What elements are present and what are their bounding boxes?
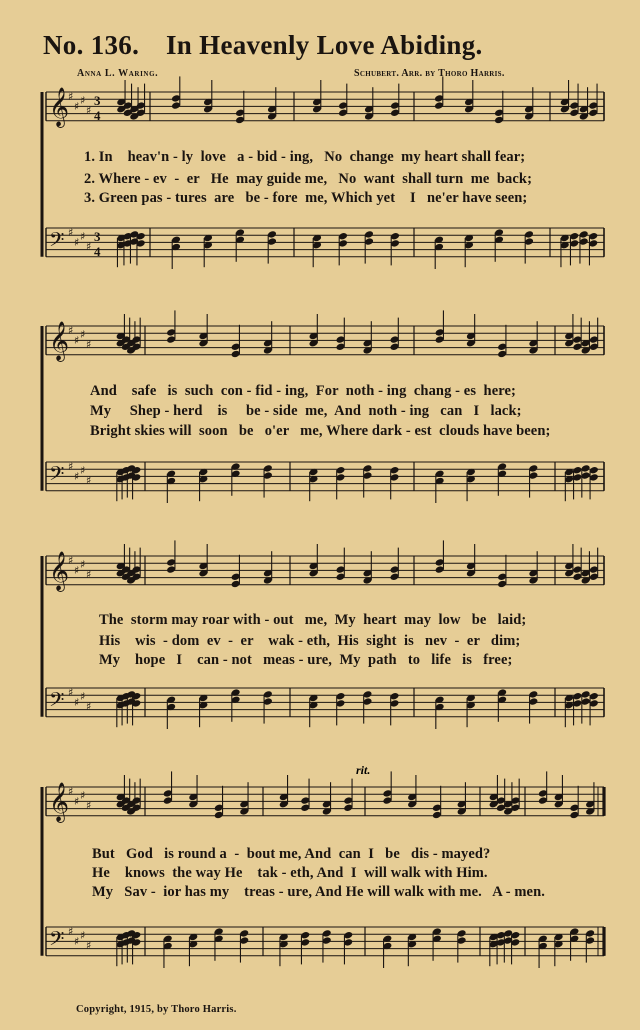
lyric-s1-v2: 2. Where - ev - er He may guide me, No want shall turn me back; bbox=[84, 171, 532, 187]
sharp-icon: ♯ bbox=[68, 460, 74, 473]
lyric-s2-v2: My Shep - herd is be - side me, And noth - ing can I lack; bbox=[90, 403, 522, 419]
sharp-icon: ♯ bbox=[86, 700, 92, 713]
sharp-icon: ♯ bbox=[80, 558, 86, 571]
sharp-icon: ♯ bbox=[86, 338, 92, 351]
time-signature-bottom: 4 bbox=[94, 244, 101, 259]
sharp-icon: ♯ bbox=[86, 474, 92, 487]
lyric-s2-v1: And safe is such con - fid - ing, For noth - ing chang - es here; bbox=[90, 383, 516, 399]
bass-clef-icon: 𝄢 bbox=[49, 462, 65, 490]
sharp-icon: ♯ bbox=[68, 226, 74, 239]
time-signature-top: 3 bbox=[94, 229, 101, 244]
notes bbox=[116, 76, 599, 968]
sharp-icon: ♯ bbox=[86, 104, 92, 117]
bass-clef-icon: 𝄢 bbox=[49, 688, 65, 716]
treble-clef-icon: 𝄞 bbox=[49, 551, 70, 591]
lyric-s4-v1: But God is round a - bout me, And can I be dis - mayed? bbox=[92, 846, 491, 862]
sharp-icon: ♯ bbox=[86, 799, 92, 812]
lyric-s3-v2: His wis - dom ev - er wak - eth, His sight is nev - er dim; bbox=[99, 633, 521, 649]
sharp-icon: ♯ bbox=[80, 690, 86, 703]
treble-clef-icon: 𝄞 bbox=[49, 782, 70, 822]
lyric-s1-v3: 3. Green pas - tures are be - fore me, Which yet I ne'er have seen; bbox=[84, 190, 528, 206]
sharp-icon: ♯ bbox=[80, 328, 86, 341]
sharp-icon: ♯ bbox=[80, 230, 86, 243]
staff-lines bbox=[42, 87, 604, 956]
sharp-icon: ♯ bbox=[68, 554, 74, 567]
sharp-icon: ♯ bbox=[86, 568, 92, 581]
time-signature-bottom: 4 bbox=[94, 108, 101, 123]
sharp-icon: ♯ bbox=[74, 100, 80, 113]
sharp-icon: ♯ bbox=[68, 785, 74, 798]
hymn-number: No. 136. bbox=[43, 30, 140, 60]
sharp-icon: ♯ bbox=[68, 324, 74, 337]
sharp-icon: ♯ bbox=[74, 236, 80, 249]
sharp-icon: ♯ bbox=[86, 240, 92, 253]
sharp-icon: ♯ bbox=[80, 929, 86, 942]
sharp-icon: ♯ bbox=[80, 789, 86, 802]
ritardando-mark: rit. bbox=[356, 763, 371, 777]
sharp-icon: ♯ bbox=[74, 935, 80, 948]
sharp-icon: ♯ bbox=[68, 686, 74, 699]
sharp-icon: ♯ bbox=[74, 470, 80, 483]
lyric-s3-v3: My hope I can - not meas - ure, My path to life is free; bbox=[99, 652, 513, 668]
bass-clef-icon: 𝄢 bbox=[49, 228, 65, 256]
bass-clef-icon: 𝄢 bbox=[49, 927, 65, 955]
hymn-title: In Heavenly Love Abiding. bbox=[166, 30, 483, 60]
sharp-icon: ♯ bbox=[80, 464, 86, 477]
lyric-s2-v3: Bright skies will soon be o'er me, Where dark - est clouds have been; bbox=[90, 423, 551, 439]
sharp-icon: ♯ bbox=[74, 696, 80, 709]
lyric-s4-v2: He knows the way He tak - eth, And I will walk with Him. bbox=[92, 865, 488, 881]
composer-credit: Schubert. Arr. by Thoro Harris. bbox=[354, 68, 505, 79]
lyric-s4-v3: My Sav - ior has my treas - ure, And He will walk with me. A - men. bbox=[92, 884, 545, 900]
sharp-icon: ♯ bbox=[74, 334, 80, 347]
lyric-s3-v1: The storm may roar with - out me, My heart may low be laid; bbox=[99, 612, 527, 628]
sharp-icon: ♯ bbox=[68, 925, 74, 938]
treble-clef-icon: 𝄞 bbox=[49, 87, 70, 127]
sharp-icon: ♯ bbox=[74, 795, 80, 808]
sharp-icon: ♯ bbox=[80, 94, 86, 107]
sharp-icon: ♯ bbox=[74, 564, 80, 577]
treble-clef-icon: 𝄞 bbox=[49, 321, 70, 361]
author-credit: Anna L. Waring. bbox=[77, 68, 159, 79]
sharp-icon: ♯ bbox=[86, 939, 92, 952]
lyric-s1-v1: 1. In heav'n - ly love a - bid - ing, No change my heart shall fear; bbox=[84, 149, 526, 165]
sharp-icon: ♯ bbox=[68, 90, 74, 103]
copyright-notice: Copyright, 1915, by Thoro Harris. bbox=[76, 1004, 237, 1015]
time-signature-top: 3 bbox=[94, 93, 101, 108]
